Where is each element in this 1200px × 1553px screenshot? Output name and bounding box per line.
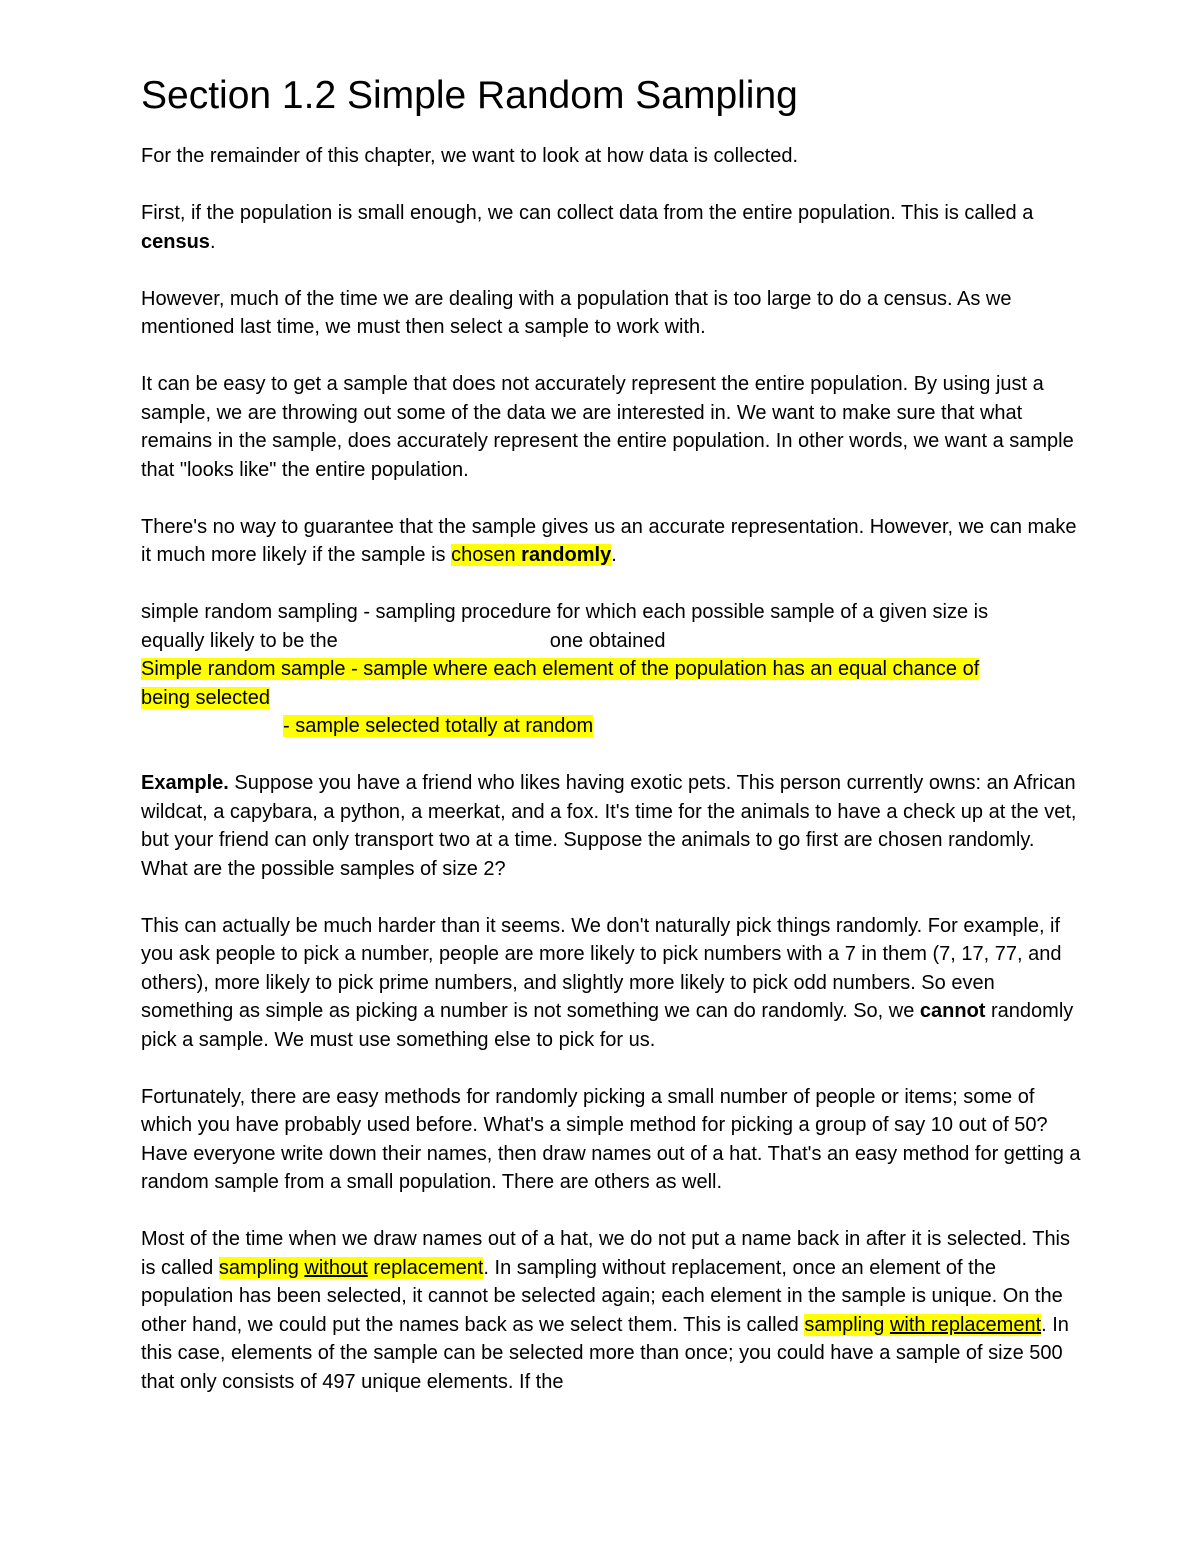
term-randomly: randomly: [521, 544, 612, 566]
paragraph-replacement: [141, 1225, 1081, 1396]
term-cannot: cannot: [919, 1000, 986, 1022]
definition-line-2: [141, 627, 1081, 656]
highlight-simple-random-sample: Simple random sample - sample where each element of the population has an equal chance of: [141, 658, 980, 680]
highlight-chosen: chosen: [451, 544, 522, 566]
highlight-without-replacement: [219, 1257, 484, 1279]
definition-line-1: simple random sampling - sampling procedure for which each possible sample of a given size is: [141, 601, 989, 623]
definition-line-4: [141, 684, 1081, 713]
highlight-replacement-1: replacement: [367, 1256, 484, 1279]
paragraph-replacement-end: . In this case, elements of the sample can be selected more than once; you could have a sample of size 500 that only consists of 497 unique elements. If the: [141, 1313, 1069, 1393]
paragraph-random: [141, 513, 1081, 570]
definition-line-5: [141, 712, 1081, 741]
section-title: Section 1.2 Simple Random Sampling: [141, 74, 798, 117]
paragraph-random-end: .: [611, 544, 617, 566]
highlight-with-replacement: [804, 1314, 1041, 1336]
underline-with-replacement: with replacement: [889, 1313, 1042, 1336]
highlight-sampling-2: sampling: [804, 1313, 890, 1336]
paragraph-census-text: First, if the population is small enough, we can collect data from the entire population. This is called a: [141, 202, 1034, 224]
example-text: Suppose you have a friend who likes having exotic pets. This person currently owns: an African wildcat, a capybara, a python, a meerkat, and a fox. It's time for the animals to have a check up at the vet, but your friend can only transport two at a time. Suppose the animals to go first are chosen randomly. What are the possible samples of size 2?: [141, 772, 1077, 880]
paragraph-intro: For the remainder of this chapter, we want to look at how data is collected.: [141, 145, 799, 167]
highlight-totally-random: - sample selected totally at random: [283, 715, 594, 737]
term-census: census: [141, 230, 210, 253]
highlight-sampling-1: sampling: [218, 1256, 305, 1279]
paragraph-replacement-mid: . In sampling without replacement, once an element of the population has been selected, it cannot be selected again; each element in the sample is unique. On the other hand, we could put the names back as we select them. This is called: [141, 1256, 1063, 1336]
example-label: Example.: [141, 772, 229, 794]
highlight-being-selected: being selected: [141, 686, 270, 709]
definition-line-2a: equally likely to be the: [141, 629, 338, 652]
paragraph-census: [141, 199, 1081, 256]
definition-block: [141, 598, 1081, 741]
definition-line-2b: one obtained: [549, 629, 666, 652]
paragraph-replacement-text: Most of the time when we draw names out of a hat, we do not put a name back in after it is selected. This is called: [141, 1228, 1071, 1279]
paragraph-picking-text: This can actually be much harder than it seems. We don't naturally pick things randomly. For example, if you ask people to pick a number, people are more likely to pick numbers with a 7 in them (7, 17, 77, and others), more likely to pick prime numbers, and slightly more likely to pick odd numbers. So even something as simple as picking a number is not something we can do randomly. So, we: [141, 914, 1062, 1022]
definition-line-3: [141, 655, 1081, 684]
document-body: [141, 74, 1081, 1396]
paragraph-census-end: .: [209, 230, 216, 253]
paragraph-picking: [141, 912, 1081, 1055]
paragraph-sample-need: However, much of the time we are dealing with a population that is too large to do a census. As we mentioned last time, we must then select a sample to work with.: [141, 287, 1012, 338]
paragraph-methods: Fortunately, there are easy methods for randomly picking a small number of people or items; some of which you have probably used before. What's a simple method for picking a group of say 10 out of 50? Have everyone write down their names, then draw names out of a hat. That's an easy method for getting a random sample from a small population. There are others as well.: [141, 1085, 1081, 1193]
paragraph-example: [141, 769, 1081, 883]
paragraph-representation: It can be easy to get a sample that does not accurately represent the entire population. By using just a sample, we are throwing out some of the data we are interested in. We want to make sure that what remains in the sample, does accurately represent the entire population. In other words, we want a sample that "looks like" the entire population.: [141, 373, 1074, 481]
underline-without: without: [304, 1256, 368, 1279]
paragraph-picking-end: randomly pick a sample. We must use something else to pick for us.: [141, 1000, 1074, 1051]
highlight-chosen-randomly: [451, 544, 611, 566]
paragraph-random-text: There's no way to guarantee that the sample gives us an accurate representation. However, we can make it much more likely if the sample is: [141, 515, 1077, 566]
